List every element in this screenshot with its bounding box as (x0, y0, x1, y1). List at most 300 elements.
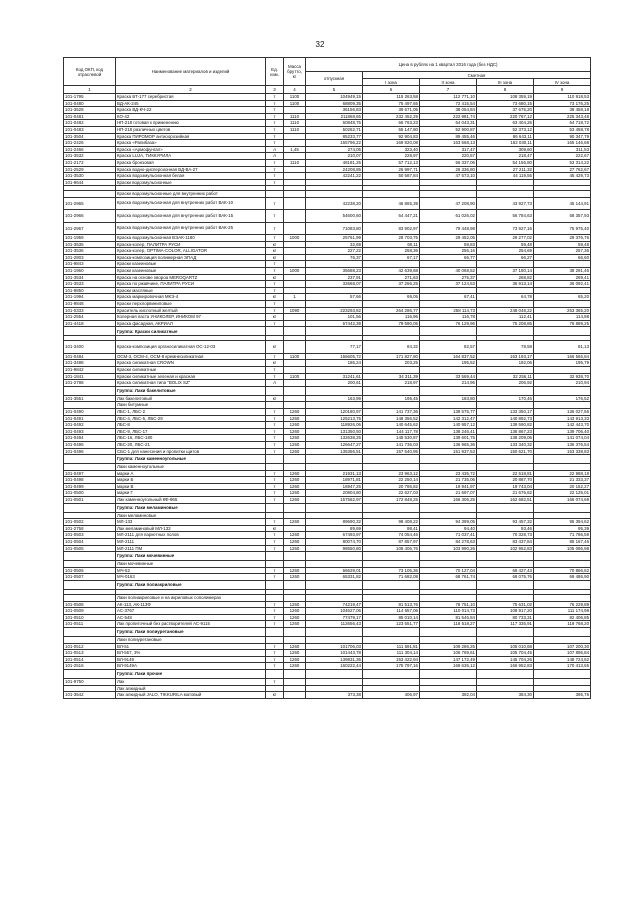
cell-code: 101-3533 (64, 281, 116, 288)
cell-code: 101-1994 (64, 294, 116, 301)
cell-zone-price: 116,78 (420, 314, 477, 321)
cell-zone-price: 220 767,12 (477, 113, 534, 120)
cell-release-price: 35688,23 (306, 268, 363, 275)
cell-mass (284, 366, 306, 373)
cell-mass (284, 281, 306, 288)
cell-mass: 1260 (284, 483, 306, 490)
cell-zone-price (534, 455, 591, 464)
cell-name: ВЛ-9149А (116, 663, 266, 670)
cell-zone-price (363, 386, 420, 395)
cell-name: НП-218 различных цветов (116, 126, 266, 133)
cell-release-price (306, 261, 363, 268)
cell-mass (284, 341, 306, 353)
cell-zone-price (534, 512, 591, 519)
cell-zone-price: 80 733,31 (477, 614, 534, 621)
cell-name: ЛБС-4, ЛБС-5, ЛБС-29 (116, 415, 266, 422)
cell-zone-price (363, 287, 420, 294)
col-num: 5 (306, 86, 363, 94)
cell-name: МЛ-2111 ПМ (116, 545, 266, 552)
table-row (64, 281, 591, 288)
table-row (64, 595, 591, 602)
cell-release-price (306, 464, 363, 471)
cell-name: Краска-колер, OPTIMA-COLOR, ALLIGATOR (116, 248, 266, 255)
table-row (64, 581, 591, 590)
cell-name: Лаки полиуретановые (116, 636, 266, 643)
header-mass: Масса брутто, кг (284, 58, 306, 86)
cell-zone-price (534, 595, 591, 602)
cell-code: 101-0501 (64, 497, 116, 504)
cell-mass: 1260 (284, 643, 306, 650)
table-row (64, 191, 591, 198)
cell-unit: т (266, 120, 284, 127)
table-row (64, 373, 591, 380)
table-row (64, 294, 591, 301)
cell-zone-price (420, 455, 477, 464)
header-zone-4: IV зона (534, 79, 591, 86)
cell-code: 101-0492 (64, 422, 116, 429)
cell-release-price: 104949,15 (306, 94, 363, 101)
cell-zone-price: 33 569,44 (420, 373, 477, 380)
header-zone-3: III зона (477, 79, 534, 86)
cell-zone-price: 110 918,53 (534, 94, 591, 101)
cell-code: 101-0494 (64, 435, 116, 442)
cell-mass (284, 386, 306, 395)
cell-zone-price: 22 250,14 (363, 477, 420, 484)
cell-release-price: 32668,07 (306, 281, 363, 288)
cell-name: Краска ВД-КЧ-22 (116, 107, 266, 114)
cell-mass: 1260 (284, 663, 306, 670)
cell-release-price: 85233,77 (306, 133, 363, 140)
cell-zone-price: 175 797,16 (363, 663, 420, 670)
cell-zone-price: 44 119,55 (477, 173, 534, 180)
cell-unit: т (266, 100, 284, 107)
cell-unit: кг (266, 314, 284, 321)
cell-zone-price (363, 561, 420, 568)
cell-zone-price (534, 581, 591, 590)
table-row (64, 552, 591, 561)
table-row (64, 422, 591, 429)
col-num: 1 (64, 86, 116, 94)
table-row (64, 94, 591, 101)
cell-zone-price: 384,30 (477, 692, 534, 699)
cell-unit: т (266, 428, 284, 435)
cell-zone-price (477, 455, 534, 464)
cell-name: Группа: Лаки бакелитовые (116, 386, 266, 395)
cell-zone-price: 142 443,70 (534, 422, 591, 429)
table-row (64, 166, 591, 173)
cell-zone-price: 98 408,22 (363, 519, 420, 526)
cell-unit: т (266, 663, 284, 670)
cell-mass: 1000 (284, 268, 306, 275)
cell-zone-price (363, 301, 420, 308)
cell-zone-price (363, 685, 420, 692)
cell-mass: 1260 (284, 519, 306, 526)
cell-name: АС-548 (116, 614, 266, 621)
cell-zone-price: 60,11 (363, 241, 420, 248)
cell-zone-price: 75 631,02 (477, 601, 534, 608)
cell-name: Лаки полиакриловые и на акриловых сополимерах (116, 595, 266, 602)
cell-release-price: 118926,06 (306, 422, 363, 429)
cell-mass (284, 581, 306, 590)
cell-zone-price: 67,17 (363, 254, 420, 261)
cell-zone-price (534, 464, 591, 471)
cell-zone-price: 22 125,01 (534, 490, 591, 497)
cell-zone-price: 58 357,93 (534, 210, 591, 222)
cell-zone-price: 166 306,25 (420, 497, 477, 504)
cell-zone-price: 206,92 (477, 380, 534, 387)
cell-name: Колерная паста УНИКОЛЕР, ИНИКОМ 97 (116, 314, 266, 321)
cell-zone-price: 163 568,13 (420, 140, 477, 147)
cell-zone-price (477, 595, 534, 602)
table-row (64, 532, 591, 539)
cell-zone-price: 73 680,15 (477, 100, 534, 107)
cell-name: Краски казеиновые (116, 268, 266, 275)
cell-release-price: 120180,97 (306, 408, 363, 415)
cell-mass (284, 274, 306, 281)
cell-zone-price: 56 337,06 (420, 159, 477, 166)
cell-zone-price: 78 751,10 (420, 601, 477, 608)
cell-code (64, 503, 116, 512)
cell-name: Краска на основе хвороа MEROQARTZ (116, 274, 266, 281)
cell-zone-price (420, 366, 477, 373)
cell-release-price: 227,22 (306, 248, 363, 255)
cell-code: 101-0496 (64, 448, 116, 455)
cell-code: 101-9842 (64, 366, 116, 373)
cell-release-price: 89,69 (306, 525, 363, 532)
cell-zone-price: 111 174,98 (534, 608, 591, 615)
cell-zone-price: 311,53 (534, 146, 591, 153)
cell-code: 101-0333 (64, 307, 116, 314)
cell-unit (266, 595, 284, 602)
cell-name: ЛБС-20, ЛБС-21 (116, 441, 266, 448)
table-row (64, 126, 591, 133)
cell-zone-price (420, 636, 477, 643)
cell-zone-price: 66,60 (534, 254, 591, 261)
cell-zone-price: 32 256,11 (477, 373, 534, 380)
cell-mass (284, 197, 306, 209)
cell-code: 101-1841 (64, 373, 116, 380)
cell-zone-price (363, 552, 420, 561)
cell-zone-price: 47 208,90 (420, 197, 477, 209)
col-num: 8 (477, 86, 534, 94)
col-num: 9 (534, 86, 591, 94)
cell-zone-price: 73 176,25 (534, 100, 591, 107)
table-row (64, 669, 591, 678)
cell-unit: т (266, 678, 284, 685)
cell-unit: т (266, 532, 284, 539)
cell-name: Краска-колер, ПАЛИТРА РУСИ (116, 241, 266, 248)
cell-release-price: 31241,61 (306, 373, 363, 380)
cell-code (64, 455, 116, 464)
cell-code: 101-0507 (64, 574, 116, 581)
cell-release-price: 67442,39 (306, 320, 363, 327)
cell-zone-price: 108 406,76 (363, 545, 420, 552)
cell-zone-price: 69 427,43 (477, 567, 534, 574)
cell-name: МЛ-2111 (116, 539, 266, 546)
cell-zone-price: 264 286,77 (363, 307, 420, 314)
cell-zone-price (534, 636, 591, 643)
cell-zone-price: 218,47 (477, 153, 534, 160)
cell-code: 101-2466 (64, 146, 116, 153)
table-row (64, 287, 591, 294)
table-row (64, 307, 591, 314)
header-code: Код ОКП, код отраслевой (64, 58, 116, 86)
cell-zone-price: 176,52 (534, 395, 591, 402)
cell-zone-price (477, 503, 534, 512)
cell-name: Краски казеиновые (116, 261, 266, 268)
cell-zone-price: 23 435,72 (420, 470, 477, 477)
cell-zone-price: 170,46 (477, 395, 534, 402)
cell-zone-price: 139 706,40 (534, 428, 591, 435)
table-row (64, 621, 591, 628)
cell-zone-price: 37 180,14 (477, 268, 534, 275)
cell-unit: т (266, 608, 284, 615)
cell-zone-price: 20 152,27 (534, 483, 591, 490)
cell-zone-price: 57 712,13 (363, 159, 420, 166)
header-estimate: Сметная (363, 72, 591, 79)
cell-zone-price: 139 601,75 (420, 435, 477, 442)
cell-zone-price (477, 402, 534, 409)
cell-zone-price: 78,58 (477, 341, 534, 353)
cell-zone-price: 142 312,47 (420, 415, 477, 422)
cell-release-price: 156605,72 (306, 353, 363, 360)
cell-code: 101-3528 (64, 107, 116, 114)
cell-zone-price (420, 464, 477, 471)
cell-unit: т (266, 320, 284, 327)
cell-zone-price: 110 014,73 (420, 608, 477, 615)
cell-unit: т (266, 422, 284, 429)
cell-mass: 1 (284, 294, 306, 301)
cell-release-price: 74219,47 (306, 601, 363, 608)
table-row (64, 360, 591, 367)
cell-code: 101-0512 (64, 643, 116, 650)
cell-zone-price: 275,37 (420, 274, 477, 281)
cell-zone-price: 406,97 (363, 692, 420, 699)
cell-release-price: 155796,22 (306, 140, 363, 147)
cell-zone-price (477, 561, 534, 568)
cell-release-price: 101443,78 (306, 650, 363, 657)
cell-release-price: 125213,75 (306, 415, 363, 422)
cell-name: Краски водоэмульсионные для внутренних работ (116, 191, 266, 198)
cell-name: Краска водоэмульсионная белая (116, 173, 266, 180)
cell-mass (284, 503, 306, 512)
cell-zone-price (534, 402, 591, 409)
cell-zone-price (420, 552, 477, 561)
table-row (64, 301, 591, 308)
cell-zone-price: 119 768,20 (534, 621, 591, 628)
table-row (64, 159, 591, 166)
table-row (64, 274, 591, 281)
cell-release-price: 186,24 (306, 360, 363, 367)
cell-zone-price (363, 636, 420, 643)
cell-name: Краска силикатная типа "BOLIX SZ" (116, 380, 266, 387)
cell-zone-price: 83 902,97 (363, 222, 420, 234)
table-row (64, 656, 591, 663)
col-num: 7 (420, 86, 477, 94)
cell-zone-price: 22 988,18 (534, 470, 591, 477)
cell-zone-price: 64 043,31 (420, 120, 477, 127)
cell-code: 101-3504 (64, 133, 116, 140)
cell-code (64, 685, 116, 692)
cell-zone-price: 162 030,11 (477, 140, 534, 147)
cell-zone-price: 76 889,25 (534, 320, 591, 327)
cell-name: Краска водоэмульсионная для внутренних работ ВАК-15 (116, 210, 266, 222)
cell-zone-price: 53 314,22 (534, 159, 591, 166)
cell-name: Лаки мочевинные (116, 561, 266, 568)
cell-zone-price (420, 669, 477, 678)
header-unit: Ед. изм. (266, 58, 284, 86)
cell-mass: 1000 (284, 235, 306, 242)
cell-unit: т (266, 261, 284, 268)
cell-name: Краска водно-дисперсионная ВД-ВА-27 (116, 166, 266, 173)
cell-unit: т (266, 268, 284, 275)
table-row (64, 327, 591, 336)
cell-release-price: 104627,06 (306, 608, 363, 615)
cell-release-price: 60848,75 (306, 120, 363, 127)
table-row (64, 402, 591, 409)
cell-zone-price: 92 904,83 (363, 133, 420, 140)
cell-unit: кг (266, 294, 284, 301)
cell-unit: т (266, 477, 284, 484)
cell-code: 101-2172 (64, 159, 116, 166)
cell-zone-price (534, 179, 591, 186)
cell-zone-price (420, 287, 477, 294)
cell-zone-price (363, 512, 420, 519)
cell-release-price: 77,17 (306, 341, 363, 353)
cell-code: 101-3542 (64, 692, 116, 699)
cell-zone-price: 90 347,79 (534, 133, 591, 140)
cell-release-price (306, 627, 363, 636)
cell-unit: т (266, 441, 284, 448)
cell-zone-price: 27 762,67 (534, 166, 591, 173)
cell-mass (284, 133, 306, 140)
cell-release-price: 66629,01 (306, 567, 363, 574)
cell-zone-price: 37 266,25 (363, 281, 420, 288)
table-row (64, 353, 591, 360)
cell-release-price: 211868,65 (306, 113, 363, 120)
cell-name: АК-113, АК-113Ф (116, 601, 266, 608)
cell-zone-price: 74 054,46 (363, 532, 420, 539)
cell-unit: т (266, 353, 284, 360)
cell-release-price: 210,07 (306, 153, 363, 160)
cell-unit: т (266, 366, 284, 373)
cell-release-price: 112656,43 (306, 621, 363, 628)
cell-zone-price: 117 335,91 (477, 621, 534, 628)
cell-release-price: 101,56 (306, 314, 363, 321)
cell-code: 101-0481 (64, 113, 116, 120)
cell-code: 101-9644 (64, 179, 116, 186)
cell-zone-price: 64 447,21 (363, 210, 420, 222)
cell-release-price (306, 581, 363, 590)
cell-zone-price: 95 394,62 (534, 519, 591, 526)
cell-release-price (306, 636, 363, 643)
cell-unit: т (266, 235, 284, 242)
cell-zone-price: 133 340,32 (477, 441, 534, 448)
cell-zone-price (534, 386, 591, 395)
cell-zone-price: 61 026,02 (420, 210, 477, 222)
cell-zone-price: 144 117,78 (363, 428, 420, 435)
cell-zone-price: 220,57 (420, 153, 477, 160)
cell-zone-price: 40 068,52 (420, 268, 477, 275)
table-row (64, 173, 591, 180)
cell-code (64, 327, 116, 336)
cell-release-price: 126647,27 (306, 441, 363, 448)
table-row (64, 512, 591, 519)
cell-release-price: 373,38 (306, 692, 363, 699)
cell-zone-price: 114,88 (534, 314, 591, 321)
cell-mass: 1260 (284, 567, 306, 574)
cell-zone-price: 70 328,73 (477, 532, 534, 539)
cell-zone-price (477, 636, 534, 643)
cell-code: 101-0511 (64, 621, 116, 628)
cell-code (64, 552, 116, 561)
cell-mass: 1110 (284, 120, 306, 127)
cell-zone-price: 75 975,40 (534, 222, 591, 234)
cell-name: Группа: Лаки мочевинные (116, 552, 266, 561)
cell-zone-price: 253 365,20 (534, 307, 591, 314)
table-row (64, 539, 591, 546)
cell-zone-price (477, 512, 534, 519)
table-row (64, 483, 591, 490)
cell-zone-price: 102 952,83 (477, 545, 534, 552)
cell-zone-price: 118 518,27 (420, 621, 477, 628)
table-row (64, 248, 591, 255)
cell-name: Краски водоэмульсионные (116, 179, 266, 186)
cell-code: 101-9843 (64, 261, 116, 268)
cell-name: марки В (116, 483, 266, 490)
cell-name: марки А (116, 470, 266, 477)
cell-zone-price: 29 277,02 (477, 235, 534, 242)
cell-unit: т (266, 301, 284, 308)
cell-release-price (306, 561, 363, 568)
cell-name: Группа: Лаки полиакриловые (116, 581, 266, 590)
cell-zone-price: 75 208,85 (477, 320, 534, 327)
cell-code: 101-3536 (64, 248, 116, 255)
cell-zone-price (363, 503, 420, 512)
cell-mass: 1260 (284, 574, 306, 581)
cell-code: 101-2788 (64, 380, 116, 387)
cell-zone-price: 309,60 (477, 146, 534, 153)
cell-zone-price: 148 724,62 (534, 656, 591, 663)
cell-name: Лак меламиновый МЛ-133 (116, 525, 266, 532)
cell-unit: т (266, 373, 284, 380)
table-row (64, 408, 591, 415)
cell-release-price: 135356,51 (306, 448, 363, 455)
cell-unit: т (266, 408, 284, 415)
cell-mass: 1110 (284, 126, 306, 133)
cell-zone-price: 107 200,30 (534, 643, 591, 650)
cell-unit (266, 581, 284, 590)
cell-zone-price (477, 386, 534, 395)
cell-mass: 1260 (284, 428, 306, 435)
cell-zone-price: 141 736,03 (363, 441, 420, 448)
cell-mass: 1100 (284, 353, 306, 360)
cell-zone-price (534, 287, 591, 294)
cell-zone-price: 20 786,82 (363, 483, 420, 490)
cell-unit: т (266, 287, 284, 294)
cell-code (64, 669, 116, 678)
cell-unit (266, 402, 284, 409)
cell-zone-price: 67,41 (420, 294, 477, 301)
cell-code: 101-2966 (64, 210, 116, 222)
cell-name: ОСМ-3, ОСМ-4, ОСМ-8 кремнесиликатная (116, 353, 266, 360)
cell-mass: 1260 (284, 441, 306, 448)
cell-mass (284, 685, 306, 692)
table-row (64, 241, 591, 248)
table-row (64, 254, 591, 261)
table-row (64, 601, 591, 608)
cell-zone-price: 45 144,91 (534, 197, 591, 209)
